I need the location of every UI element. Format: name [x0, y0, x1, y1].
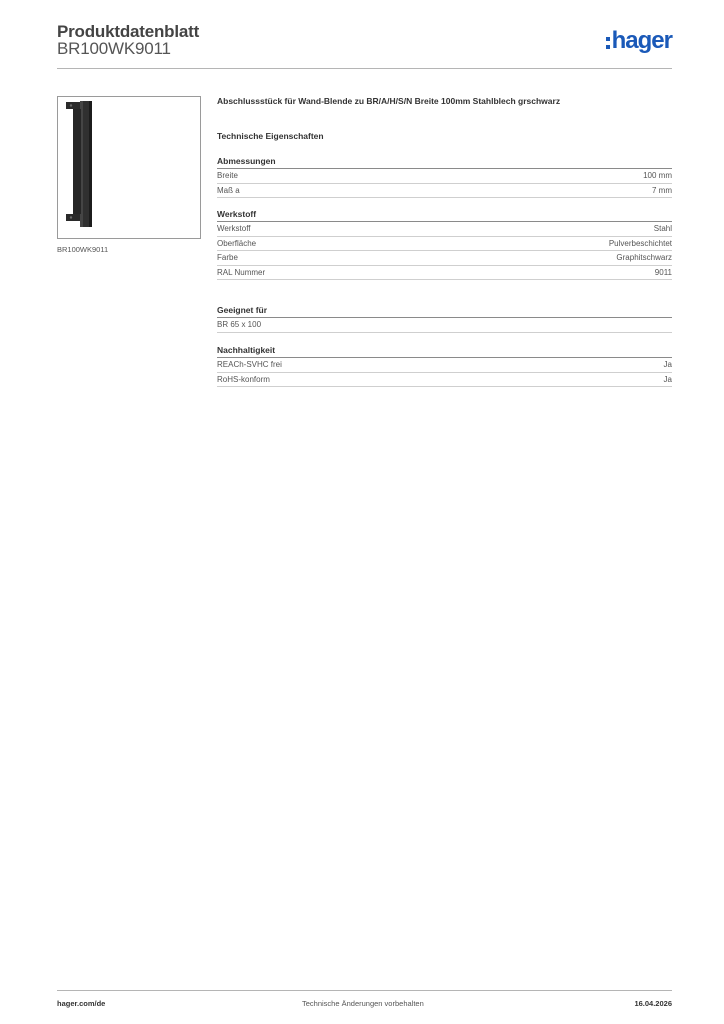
row-label: Farbe [217, 253, 238, 263]
table-row [217, 237, 672, 252]
table-row [217, 222, 672, 237]
row-value: Pulverbeschichtet [608, 238, 672, 248]
row-value: Ja [663, 374, 672, 384]
row-label: Maß a [217, 185, 240, 195]
row-label: RAL Nummer [217, 267, 266, 277]
product-description: Abschlussstück für Wand-Blende zu BR/A/H/S/N Breite 100mm Stahlblech grschwarz [217, 96, 561, 106]
document-title: Produktdatenblatt [57, 22, 200, 41]
wall-panel-end-piece-image [58, 97, 200, 238]
group-title: Abmessungen [217, 155, 672, 169]
group-nachhaltigkeit [217, 344, 672, 387]
row-value: 7 mm [652, 185, 672, 195]
table-row [217, 358, 672, 373]
row-label: BR 65 x 100 [217, 320, 262, 330]
table-row [217, 169, 672, 184]
logo-dots-icon [606, 37, 610, 49]
footer-date: 16.04.2026 [634, 999, 672, 1008]
table-row [217, 373, 672, 388]
hager-logo [606, 28, 672, 54]
group-abmessungen [217, 155, 672, 198]
row-label: RoHS-konform [217, 374, 270, 384]
section-heading: Technische Eigenschaften [217, 131, 324, 141]
row-value: 100 mm [643, 171, 672, 181]
row-value: Graphitschwarz [616, 253, 672, 263]
table-row [217, 318, 672, 333]
footer-website-link[interactable]: hager.com/de [57, 999, 106, 1008]
row-label: Breite [217, 171, 238, 181]
row-label: REACh-SVHC frei [217, 360, 282, 370]
product-image [57, 96, 201, 239]
row-value: 9011 [654, 267, 672, 277]
footer-disclaimer: Technische Änderungen vorbehalten [302, 999, 424, 1008]
page-header [57, 22, 672, 69]
row-value: Ja [663, 360, 672, 370]
table-row [217, 251, 672, 266]
row-value: Stahl [653, 224, 672, 234]
group-title: Geeignet für [217, 304, 672, 318]
product-code: BR100WK9011 [57, 39, 171, 58]
group-title: Werkstoff [217, 208, 672, 222]
logo-text: hager [611, 27, 672, 54]
image-caption: BR100WK9011 [57, 245, 109, 254]
group-geeignet-fuer [217, 304, 672, 333]
group-title: Nachhaltigkeit [217, 344, 672, 358]
page-footer [57, 990, 672, 1013]
row-label: Werkstoff [217, 224, 251, 234]
group-werkstoff [217, 208, 672, 280]
table-row [217, 266, 672, 281]
table-row [217, 184, 672, 199]
row-label: Oberfläche [217, 238, 257, 248]
